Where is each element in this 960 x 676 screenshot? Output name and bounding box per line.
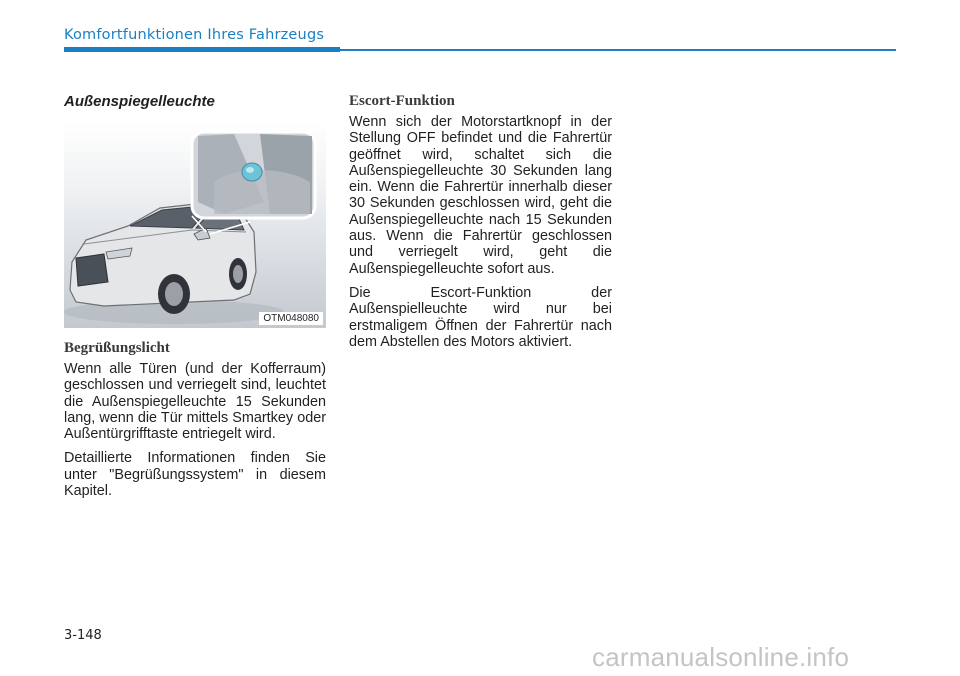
- section-heading: Außenspiegelleuchte: [64, 93, 215, 110]
- paragraph: Wenn alle Türen (und der Kofferraum) geschlossen und verriegelt sind, leuchtet die Außenspiegelleuchte 15 Sekunden lang, wenn die Tür mittels Smartkey oder Außentürgrifftaste entriegelt wird.: [64, 361, 326, 443]
- middle-column: [349, 93, 612, 358]
- car-illustration: [64, 122, 326, 328]
- subheading-escort-function: Escort-Funktion: [349, 93, 455, 109]
- header-accent-bar: [64, 47, 340, 52]
- watermark: carmanualsonline.info: [592, 642, 850, 672]
- chapter-title: Komfortfunktionen Ihres Fahrzeugs: [64, 27, 325, 43]
- figure-code: OTM048080: [259, 312, 323, 325]
- paragraph: Detaillierte Informationen finden Sie unter "Begrüßungssystem" in diesem Kapitel.: [64, 450, 326, 500]
- header-rule: [340, 49, 896, 51]
- paragraph: Die Escort-Funktion der Außenspielleuchte wird nur bei erstmaligem Öffnen der Fahrertür nach dem Abstellen des Motors aktiviert.: [349, 284, 612, 350]
- page-number: 3-148: [64, 628, 102, 643]
- paragraph: Wenn sich der Motorstartknopf in der Stellung OFF befindet und die Fahrertür geöffnet wird, schaltet sich die Außenspiegelleuchte 30 Sekunden lang ein. Wenn die Fahrertür innerhalb dieser 30 Sekunden geschlossen wird, geht die Außenspiegelleuchte nach 15 Sekunden aus. Wenn die Fahrertür geschlossen und verriegelt wird, geht die Außenspiegelleuchte sofort aus.: [349, 114, 612, 277]
- subheading-welcome-light: Begrüßungslicht: [64, 340, 170, 356]
- left-column: [64, 93, 326, 507]
- mirror-light-illustration: [64, 122, 326, 328]
